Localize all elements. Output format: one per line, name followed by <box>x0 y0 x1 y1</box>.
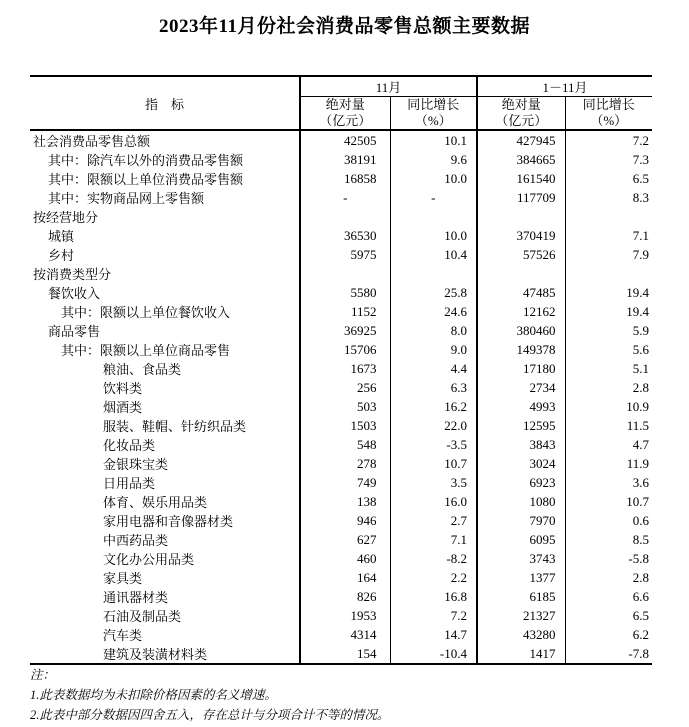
value-cell: 10.4 <box>390 245 477 264</box>
value-cell: 16858 <box>300 169 390 188</box>
value-cell <box>300 207 390 226</box>
value-cell: 36530 <box>300 226 390 245</box>
value-cell: 1503 <box>300 416 390 435</box>
value-cell: 6.3 <box>390 378 477 397</box>
value-cell: 1080 <box>477 492 565 511</box>
value-cell: 6185 <box>477 587 565 606</box>
value-cell: 7.9 <box>565 245 652 264</box>
value-cell <box>300 264 390 283</box>
value-cell: 7.1 <box>390 530 477 549</box>
value-cell: 2.2 <box>390 568 477 587</box>
value-cell: 10.0 <box>390 226 477 245</box>
indicator-cell: 按消费类型分 <box>33 267 112 282</box>
value-cell: 149378 <box>477 340 565 359</box>
value-cell: 3743 <box>477 549 565 568</box>
header-line: 同比增长 <box>582 97 635 112</box>
indicator-cell: 饮料类 <box>103 381 143 396</box>
header-line: 同比增长 <box>407 97 460 112</box>
value-cell: 256 <box>300 378 390 397</box>
november-group-header: 11月 <box>300 76 477 97</box>
table-row <box>30 378 652 397</box>
value-cell: 138 <box>300 492 390 511</box>
value-cell: 370419 <box>477 226 565 245</box>
value-cell: 2.7 <box>390 511 477 530</box>
retail-sales-table <box>30 75 652 665</box>
table-row <box>30 511 652 530</box>
value-cell: 4.7 <box>565 435 652 454</box>
table-row <box>30 283 652 302</box>
value-cell: 380460 <box>477 321 565 340</box>
indicator-cell: 家用电器和音像器材类 <box>103 514 234 529</box>
value-cell: 1673 <box>300 359 390 378</box>
indicator-cell: 家具类 <box>103 571 143 586</box>
value-cell: 25.8 <box>390 283 477 302</box>
table-row <box>30 359 652 378</box>
value-cell: 16.8 <box>390 587 477 606</box>
value-cell: 14.7 <box>390 625 477 644</box>
indicator-cell: 建筑及装潢材料类 <box>103 647 208 662</box>
value-cell: 4.4 <box>390 359 477 378</box>
value-cell: 19.4 <box>565 283 652 302</box>
indicator-cell: 城镇 <box>48 229 75 244</box>
value-cell <box>390 207 477 226</box>
value-cell: 154 <box>300 644 390 664</box>
indicator-cell: 化妆品类 <box>103 438 156 453</box>
table-row <box>30 492 652 511</box>
table-row <box>30 549 652 568</box>
value-cell: 384665 <box>477 150 565 169</box>
value-cell: -10.4 <box>390 644 477 664</box>
indicator-cell: 商品零售 <box>48 324 101 339</box>
table-row <box>30 625 652 644</box>
value-cell: -5.8 <box>565 549 652 568</box>
table-row <box>30 207 652 226</box>
value-cell: 2.8 <box>565 378 652 397</box>
value-cell: 627 <box>300 530 390 549</box>
table-row <box>30 454 652 473</box>
value-cell: 7.1 <box>565 226 652 245</box>
indicator-cell: 餐饮收入 <box>48 286 101 301</box>
header-line: （亿元） <box>495 113 548 128</box>
value-cell: 3.6 <box>565 473 652 492</box>
value-cell: 7.3 <box>565 150 652 169</box>
header-line: 绝对量 <box>325 97 365 112</box>
indicator-cell: 粮油、食品类 <box>103 362 182 377</box>
value-cell: 42505 <box>300 130 390 150</box>
value-cell: 7.2 <box>565 130 652 150</box>
value-cell: 164 <box>300 568 390 587</box>
value-cell: 15706 <box>300 340 390 359</box>
value-cell: 826 <box>300 587 390 606</box>
value-cell: 3024 <box>477 454 565 473</box>
value-cell: 16.0 <box>390 492 477 511</box>
value-cell: 0.6 <box>565 511 652 530</box>
table-row <box>30 169 652 188</box>
value-cell: 460 <box>300 549 390 568</box>
indicator-cell: 中西药品类 <box>103 533 169 548</box>
value-cell: 12595 <box>477 416 565 435</box>
value-cell: 10.7 <box>390 454 477 473</box>
value-cell: 503 <box>300 397 390 416</box>
value-cell: 5.1 <box>565 359 652 378</box>
table-row <box>30 530 652 549</box>
table-row <box>30 644 652 664</box>
value-cell: 10.0 <box>390 169 477 188</box>
table-row <box>30 302 652 321</box>
table-header <box>30 76 652 130</box>
value-cell: 7.2 <box>390 606 477 625</box>
value-cell: -3.5 <box>390 435 477 454</box>
value-cell: 161540 <box>477 169 565 188</box>
page-title: 2023年11月份社会消费品零售总额主要数据 <box>159 16 530 37</box>
indicator-cell: 其中：除汽车以外的消费品零售额 <box>48 153 244 168</box>
table-body <box>30 130 652 664</box>
value-cell: 7970 <box>477 511 565 530</box>
value-cell: 749 <box>300 473 390 492</box>
value-cell: 6.5 <box>565 606 652 625</box>
value-cell: 5.6 <box>565 340 652 359</box>
value-cell: 4314 <box>300 625 390 644</box>
value-cell: 43280 <box>477 625 565 644</box>
value-cell: - <box>300 188 390 207</box>
notes <box>30 665 650 725</box>
jan-to-nov-group-header: 1－11月 <box>477 76 652 97</box>
table-row <box>30 245 652 264</box>
value-cell <box>565 264 652 283</box>
value-cell: 278 <box>300 454 390 473</box>
indicator-cell: 乡村 <box>48 248 75 263</box>
indicator-cell: 按经营地分 <box>33 210 99 225</box>
value-cell: 5975 <box>300 245 390 264</box>
value-cell: 19.4 <box>565 302 652 321</box>
indicator-cell: 社会消费品零售总额 <box>33 134 151 149</box>
value-cell: 6923 <box>477 473 565 492</box>
value-cell: -8.2 <box>390 549 477 568</box>
value-cell: 2.8 <box>565 568 652 587</box>
table-row <box>30 587 652 606</box>
value-cell: 36925 <box>300 321 390 340</box>
table-row <box>30 321 652 340</box>
value-cell: 10.9 <box>565 397 652 416</box>
indicator-cell: 汽车类 <box>103 628 143 643</box>
value-cell: 1377 <box>477 568 565 587</box>
value-cell: 427945 <box>477 130 565 150</box>
value-cell: 1417 <box>477 644 565 664</box>
indicator-cell: 其中：限额以上单位餐饮收入 <box>61 305 231 320</box>
cum-growth-header <box>565 97 652 131</box>
note-item: 1.此表数据均为未扣除价格因素的名义增速。 <box>30 688 277 702</box>
value-cell <box>565 207 652 226</box>
value-cell: 6.6 <box>565 587 652 606</box>
indicator-cell: 其中：实物商品网上零售额 <box>48 191 205 206</box>
indicator-cell: 服装、鞋帽、针纺织品类 <box>103 419 247 434</box>
indicator-cell: 其中：限额以上单位消费品零售额 <box>48 172 244 187</box>
value-cell: 2734 <box>477 378 565 397</box>
value-cell: 8.3 <box>565 188 652 207</box>
indicator-cell: 日用品类 <box>103 476 156 491</box>
cum-absolute-header <box>477 97 565 131</box>
nov-absolute-header <box>300 97 390 131</box>
indicator-cell: 石油及制品类 <box>103 609 182 624</box>
header-line: （%） <box>414 113 452 128</box>
value-cell: - <box>390 188 477 207</box>
value-cell: 21327 <box>477 606 565 625</box>
header-line: （亿元） <box>319 113 372 128</box>
value-cell: 8.0 <box>390 321 477 340</box>
value-cell: 6.2 <box>565 625 652 644</box>
value-cell: 1152 <box>300 302 390 321</box>
value-cell: 8.5 <box>565 530 652 549</box>
value-cell: 4993 <box>477 397 565 416</box>
value-cell: 5580 <box>300 283 390 302</box>
table-row <box>30 130 652 150</box>
value-cell: 16.2 <box>390 397 477 416</box>
value-cell: 17180 <box>477 359 565 378</box>
table-row <box>30 397 652 416</box>
table-row <box>30 150 652 169</box>
table-row <box>30 416 652 435</box>
notes-label: 注： <box>30 668 56 682</box>
value-cell: 24.6 <box>390 302 477 321</box>
value-cell: 10.1 <box>390 130 477 150</box>
header-line: 绝对量 <box>501 97 541 112</box>
table-row <box>30 435 652 454</box>
indicator-cell: 烟酒类 <box>103 400 143 415</box>
indicator-column-header: 指 标 <box>144 96 184 112</box>
nov-growth-header <box>390 97 477 131</box>
value-cell: 9.6 <box>390 150 477 169</box>
value-cell: 11.9 <box>565 454 652 473</box>
value-cell: 12162 <box>477 302 565 321</box>
table-row <box>30 606 652 625</box>
value-cell: 548 <box>300 435 390 454</box>
value-cell: 10.7 <box>565 492 652 511</box>
table-row <box>30 226 652 245</box>
table-row <box>30 188 652 207</box>
note-item: 2.此表中部分数据因四舍五入，存在总计与分项合计不等的情况。 <box>30 708 390 722</box>
value-cell: 5.9 <box>565 321 652 340</box>
value-cell: 9.0 <box>390 340 477 359</box>
value-cell: 946 <box>300 511 390 530</box>
value-cell: 6.5 <box>565 169 652 188</box>
indicator-cell: 其中：限额以上单位商品零售 <box>61 343 231 358</box>
value-cell: 117709 <box>477 188 565 207</box>
table-row <box>30 340 652 359</box>
table-row <box>30 264 652 283</box>
value-cell <box>390 264 477 283</box>
value-cell: 3.5 <box>390 473 477 492</box>
value-cell: 38191 <box>300 150 390 169</box>
value-cell: 3843 <box>477 435 565 454</box>
value-cell <box>477 207 565 226</box>
table-row <box>30 568 652 587</box>
value-cell <box>477 264 565 283</box>
value-cell: 57526 <box>477 245 565 264</box>
indicator-cell: 文化办公用品类 <box>103 552 195 567</box>
value-cell: 22.0 <box>390 416 477 435</box>
header-line: （%） <box>590 113 628 128</box>
value-cell: 47485 <box>477 283 565 302</box>
value-cell: 6095 <box>477 530 565 549</box>
value-cell: 1953 <box>300 606 390 625</box>
value-cell: -7.8 <box>565 644 652 664</box>
indicator-cell: 体育、娱乐用品类 <box>103 495 208 510</box>
table-row <box>30 473 652 492</box>
indicator-cell: 通讯器材类 <box>103 590 169 605</box>
value-cell: 11.5 <box>565 416 652 435</box>
indicator-cell: 金银珠宝类 <box>103 457 169 472</box>
